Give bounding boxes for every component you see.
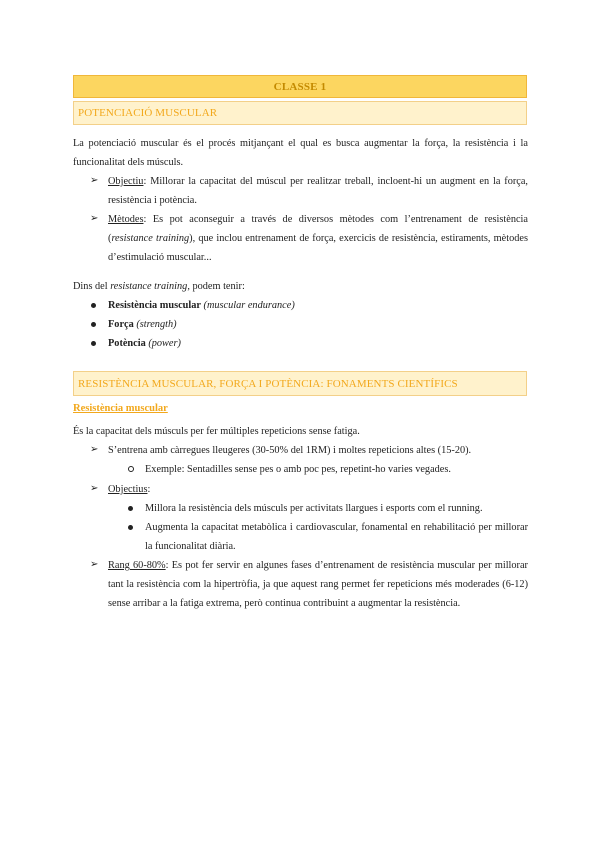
metodes-text-b: ), que inclou entrenament de força, exercicis de resistència, estiraments, mètodes d’estimulació muscular... (108, 233, 528, 263)
within-italic: resistance training (110, 281, 188, 292)
type-name: Força (108, 319, 134, 330)
metodes-text-a: : Es pot aconseguir a través de diversos mètodes com l’entrenament de resistència ( (108, 214, 528, 244)
type-name: Potència (108, 338, 146, 349)
type-name: Resistència muscular (108, 300, 201, 311)
arrow-bullet-icon: ➢ (90, 213, 99, 224)
arrow-bullet-icon: ➢ (90, 483, 99, 494)
definition-paragraph: És la capacitat dels músculs per fer múltiples repeticions sense fatiga. (73, 426, 360, 437)
bullet-dot-icon (128, 525, 133, 530)
metodes-item (108, 210, 528, 267)
section-heading-potenciacio: POTENCIACIÓ MUSCULAR (73, 101, 527, 125)
objectiu-point: Augmenta la capacitat metabòlica i cardiovascular, fonamental en rehabilitació per millorar la funcionalitat diària. (145, 522, 528, 552)
type-english: (strength) (136, 319, 177, 330)
objectiu-text: : Millorar la capacitat del múscul per realitzar treball, incloent-hi un augment en la força, resistència i potència. (108, 176, 528, 206)
rang-label: Rang 60-80% (108, 560, 166, 571)
objectiu-label: Objectiu (108, 176, 144, 187)
arrow-bullet-icon: ➢ (90, 175, 99, 186)
intro-paragraph: La potenciació muscular és el procés mitjançant el qual es busca augmentar la força, la resistència i la funcionalitat dels músculs. (73, 138, 528, 168)
metodes-italic: resistance training (111, 233, 190, 244)
train-item: S’entrena amb càrregues lleugeres (30-50% del 1RM) i moltes repeticions altes (15-20). (108, 445, 472, 456)
page-title: CLASSE 1 (73, 75, 527, 98)
arrow-bullet-icon: ➢ (90, 444, 99, 455)
within-text-a: Dins del (73, 281, 111, 292)
section-heading-fonaments: RESISTÈNCIA MUSCULAR, FORÇA I POTÈNCIA: FONAMENTS CIENTÍFICS (73, 371, 527, 396)
bullet-dot-icon (91, 322, 96, 327)
type-item (108, 334, 181, 353)
objectiu-point: Millora la resistència dels músculs per activitats llargues i esports com el running. (145, 503, 483, 514)
objectius-colon: : (147, 484, 151, 495)
within-paragraph (73, 277, 528, 296)
type-english: (muscular endurance) (203, 300, 295, 311)
type-item (108, 315, 177, 334)
objectiu-item (108, 172, 528, 210)
example-item: Exemple: Sentadilles sense pes o amb poc pes, repetint-ho varies vegades. (145, 464, 451, 475)
type-english: (power) (148, 338, 181, 349)
bullet-dot-icon (91, 303, 96, 308)
rang-text: : Es pot fer servir en algunes fases d’entrenament de resistència muscular per millorar tant la resistència com la hipertròfia, ja que aquest rang permet fer repeticions més moderades (6-12) sense arribar a la fatiga extrema, però continua contribuint a augmentar la resistència. (108, 560, 528, 609)
rang-item (108, 556, 528, 613)
within-text-b: , podem tenir: (187, 281, 245, 292)
objectius-label: Objectius (108, 484, 148, 495)
circle-bullet-icon (128, 466, 134, 472)
bullet-dot-icon (91, 341, 96, 346)
objectius-item (108, 480, 150, 499)
bullet-dot-icon (128, 506, 133, 511)
subheading-resistencia: Resistència muscular (73, 403, 168, 414)
arrow-bullet-icon: ➢ (90, 559, 99, 570)
type-item (108, 296, 295, 315)
metodes-label: Mètodes (108, 214, 144, 225)
